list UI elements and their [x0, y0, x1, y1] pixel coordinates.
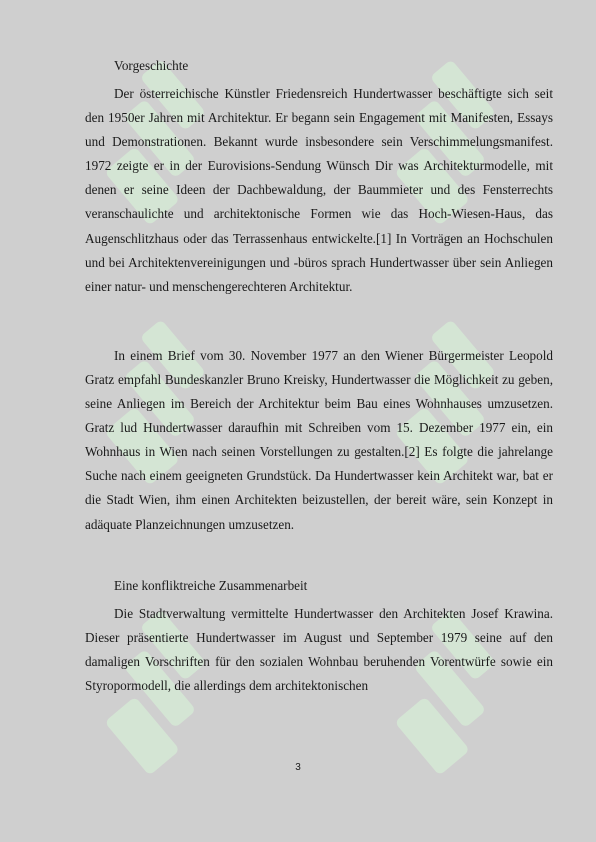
paragraph-spacer	[85, 537, 553, 576]
paragraph-zusammenarbeit: Die Stadtverwaltung vermittelte Hundertwasser den Architekten Josef Krawina. Dieser präsentierte Hundertwasser im August und September 1979 seine auf den damaligen Vorschriften für den sozialen Wohnbau beruhenden Vorentwürfe sowie ein Styropormodell, die allerdings dem architektonischen	[85, 605, 553, 693]
paragraph-vorgeschichte: Der österreichische Künstler Friedensreich Hundertwasser beschäftigte sich seit den 1950er Jahren mit Architektur. Er begann sein Engagement mit Manifesten, Essays und Demonstrationen. Bekannt wurde insbesondere sein Verschimmelungsmanifest. 1972 zeigte er in der Eurovisions-Sendung Wünsch Dir was Architekturmodelle, mit denen er seine Ideen der Dachbewaldung, der Baummieter und des Fensterrechts veranschaulichte und architektonische Formen wie das Hoch-Wiesen-Haus, das Augenschlitzhaus oder das Terrassenhaus entwickelte.[1] In Vorträgen an Hochschulen und bei Architektenvereinigungen und -büros sprach Hundertwasser über sein Anliegen einer natur- und menschengerechteren Architektur.	[85, 86, 553, 294]
section-heading-zusammenarbeit: Eine konfliktreiche Zusammenarbeit	[114, 577, 308, 593]
document-body	[85, 56, 553, 698]
page-number: 3	[295, 762, 301, 773]
section-heading-vorgeschichte: Vorgeschichte	[114, 58, 189, 73]
paragraph-brief-1977: In einem Brief vom 30. November 1977 an den Wiener Bürgermeister Leopold Gratz empfahl Bundeskanzler Bruno Kreisky, Hundertwasser die Möglichkeit zu geben, seine Anliegen im Bereich der Architektur beim Bau eines Wohnhauses umzusetzen. Gratz lud Hundertwasser daraufhin mit Schreiben vom 15. Dezember 1977 ein, ein Wohnhaus in Wien nach seinen Vorstellungen zu gestalten.[2] Es folgte die jahrelange Suche nach einem geeigneten Grundstück. Da Hundertwasser kein Architekt war, bat er die Stadt Wien, ihm einen Architekten beizustellen, der bereit wäre, sein Konzept in adäquate Planzeichnungen umzusetzen.	[85, 347, 553, 532]
paragraph-spacer	[85, 299, 553, 338]
